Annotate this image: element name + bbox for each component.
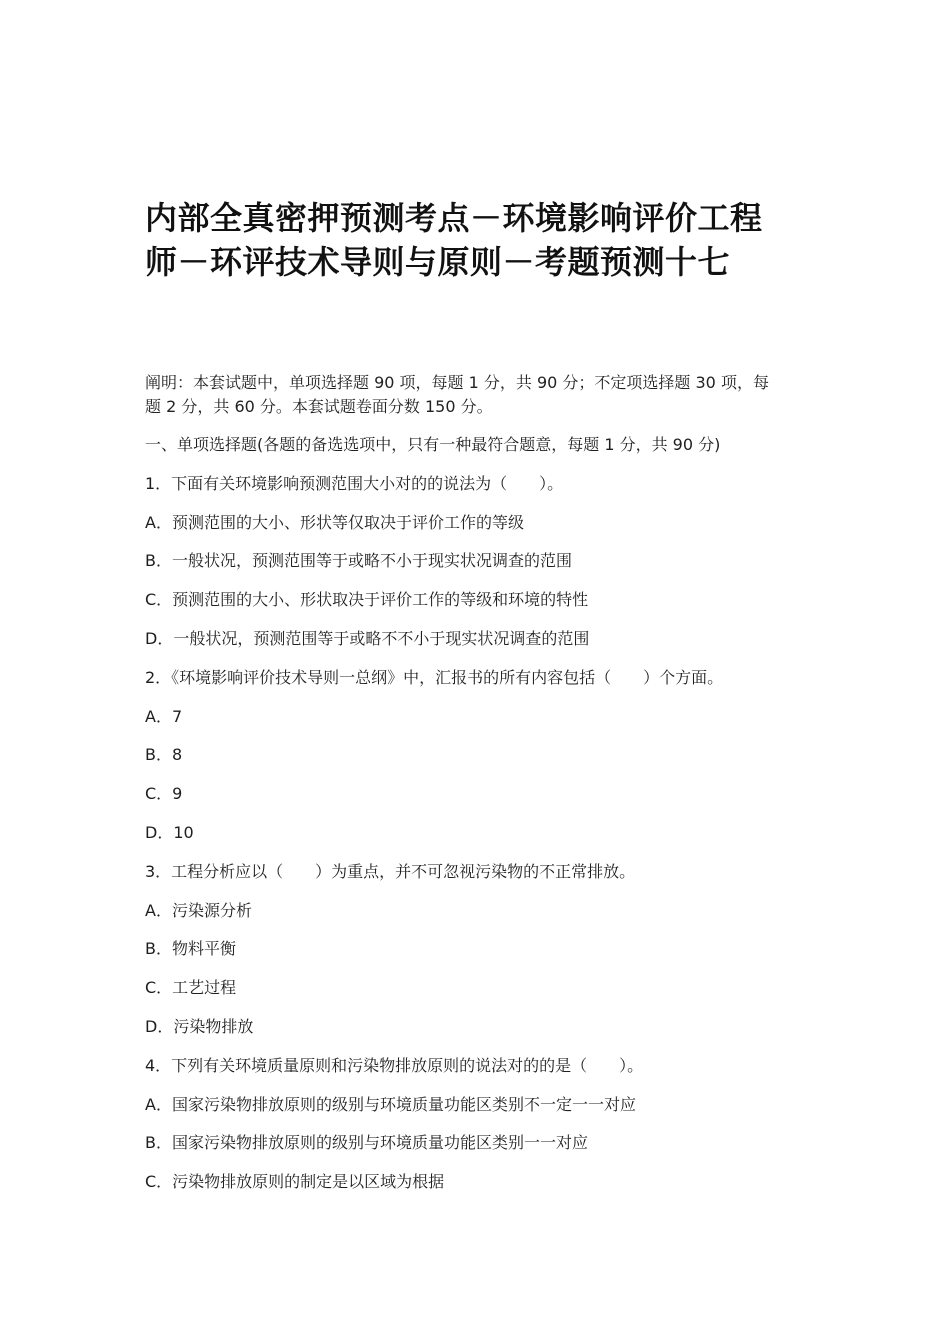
document-title bbox=[145, 196, 815, 284]
instructions-line-2: 题 2 分，共 60 分。本套试题卷面分数 150 分。 bbox=[145, 397, 493, 416]
question-4-option-b: B．国家污染物排放原则的级别与环境质量功能区类别一一对应 bbox=[145, 1133, 588, 1153]
question-3-option-d: D．污染物排放 bbox=[145, 1016, 254, 1036]
section-heading: 一、单项选择题(各题的备选选项中，只有一种最符合题意，每题 1 分，共 90 分) bbox=[145, 435, 721, 454]
title-line-2: 师－环评技术导则与原则－考题预测十七 bbox=[145, 243, 731, 281]
question-list bbox=[145, 432, 815, 1208]
question-stem-1: 1．下面有关环境影响预测范围大小对的的说法为（ ）。 bbox=[145, 473, 564, 493]
question-stem-2: 2．《环境影响评价技术导则一总纲》中，汇报书的所有内容包括（ ）个方面。 bbox=[145, 667, 724, 687]
question-2-option-c: C．9 bbox=[145, 784, 183, 804]
question-1-option-a: A．预测范围的大小、形状等仅取决于评价工作的等级 bbox=[145, 512, 524, 532]
question-2-option-a: A．7 bbox=[145, 706, 183, 726]
title-line-1: 内部全真密押预测考点－环境影响评价工程 bbox=[145, 199, 763, 237]
question-4-option-c: C．污染物排放原则的制定是以区域为根据 bbox=[145, 1172, 445, 1192]
question-2-option-b: B．8 bbox=[145, 745, 183, 765]
question-1-option-d: D．一般状况，预测范围等于或略不不小于现实状况调查的范围 bbox=[145, 628, 590, 648]
question-4-option-a: A．国家污染物排放原则的级别与环境质量功能区类别不一定一一对应 bbox=[145, 1094, 636, 1114]
question-3-option-b: B．物料平衡 bbox=[145, 939, 236, 959]
question-stem-4: 4．下列有关环境质量原则和污染物排放原则的说法对的的是（ ）。 bbox=[145, 1055, 644, 1075]
question-stem-3: 3．工程分析应以（ ）为重点，并不可忽视污染物的不正常排放。 bbox=[145, 861, 636, 881]
question-1-option-b: B．一般状况，预测范围等于或略不小于现实状况调查的范围 bbox=[145, 551, 572, 571]
question-3-option-c: C．工艺过程 bbox=[145, 978, 237, 998]
question-2-option-d: D．10 bbox=[145, 822, 194, 842]
instructions-line-1: 阐明：本套试题中，单项选择题 90 项，每题 1 分，共 90 分；不定项选择题 30 项，每 bbox=[145, 373, 769, 392]
exam-instructions bbox=[145, 371, 815, 419]
question-3-option-a: A．污染源分析 bbox=[145, 900, 252, 920]
question-1-option-c: C．预测范围的大小、形状取决于评价工作的等级和环境的特性 bbox=[145, 590, 589, 610]
